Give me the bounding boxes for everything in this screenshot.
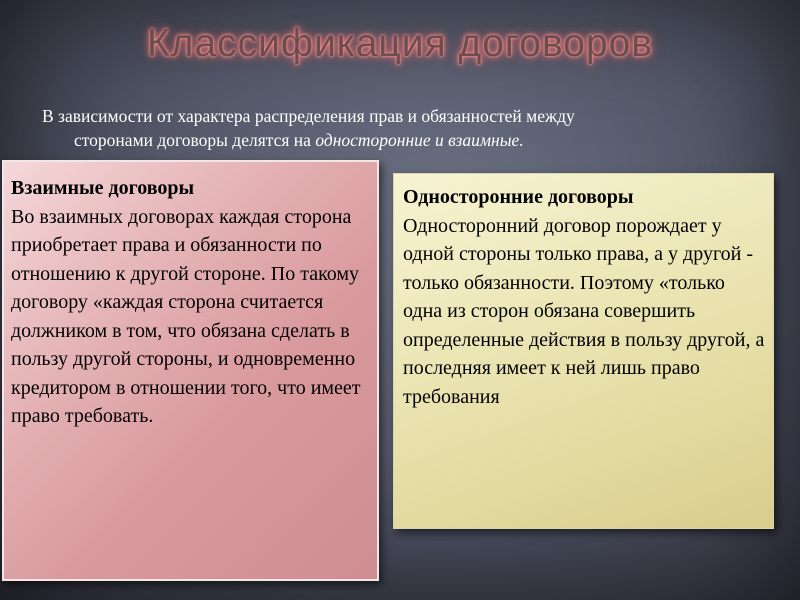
unilateral-contracts-text: Односторонний договор порождает у одной стороны только права, а у другой - только обязанности. Поэтому «только одна из сторон обязана совершить определенные действия в пользу другой, а последняя имеет к ней лишь право требования — [403, 214, 765, 408]
mutual-contracts-box — [2, 160, 379, 581]
intro-line-2-italic: односторонние и взаимные. — [315, 130, 524, 150]
unilateral-contracts-box — [393, 173, 774, 529]
unilateral-contracts-heading: Односторонние договоры — [403, 186, 634, 208]
intro-line-2 — [42, 128, 742, 152]
mutual-contracts-text: Во взаимных договорах каждая сторона приобретает права и обязанности по отношению к другой стороне. По такому договору «каждая сторона считается должником в том, что обязана сделать в пользу другой стороны, и одновременно кредитором в отношении того, что имеет право требовать. — [11, 205, 361, 427]
mutual-contracts-heading: Взаимные договоры — [11, 177, 195, 199]
intro-line-2-text: сторонами договоры делятся на — [74, 130, 316, 150]
slide-title: Классификация договоров — [146, 22, 654, 65]
intro-line-1: В зависимости от характера распределения прав и обязанностей между — [42, 106, 575, 126]
intro-paragraph — [42, 104, 742, 152]
